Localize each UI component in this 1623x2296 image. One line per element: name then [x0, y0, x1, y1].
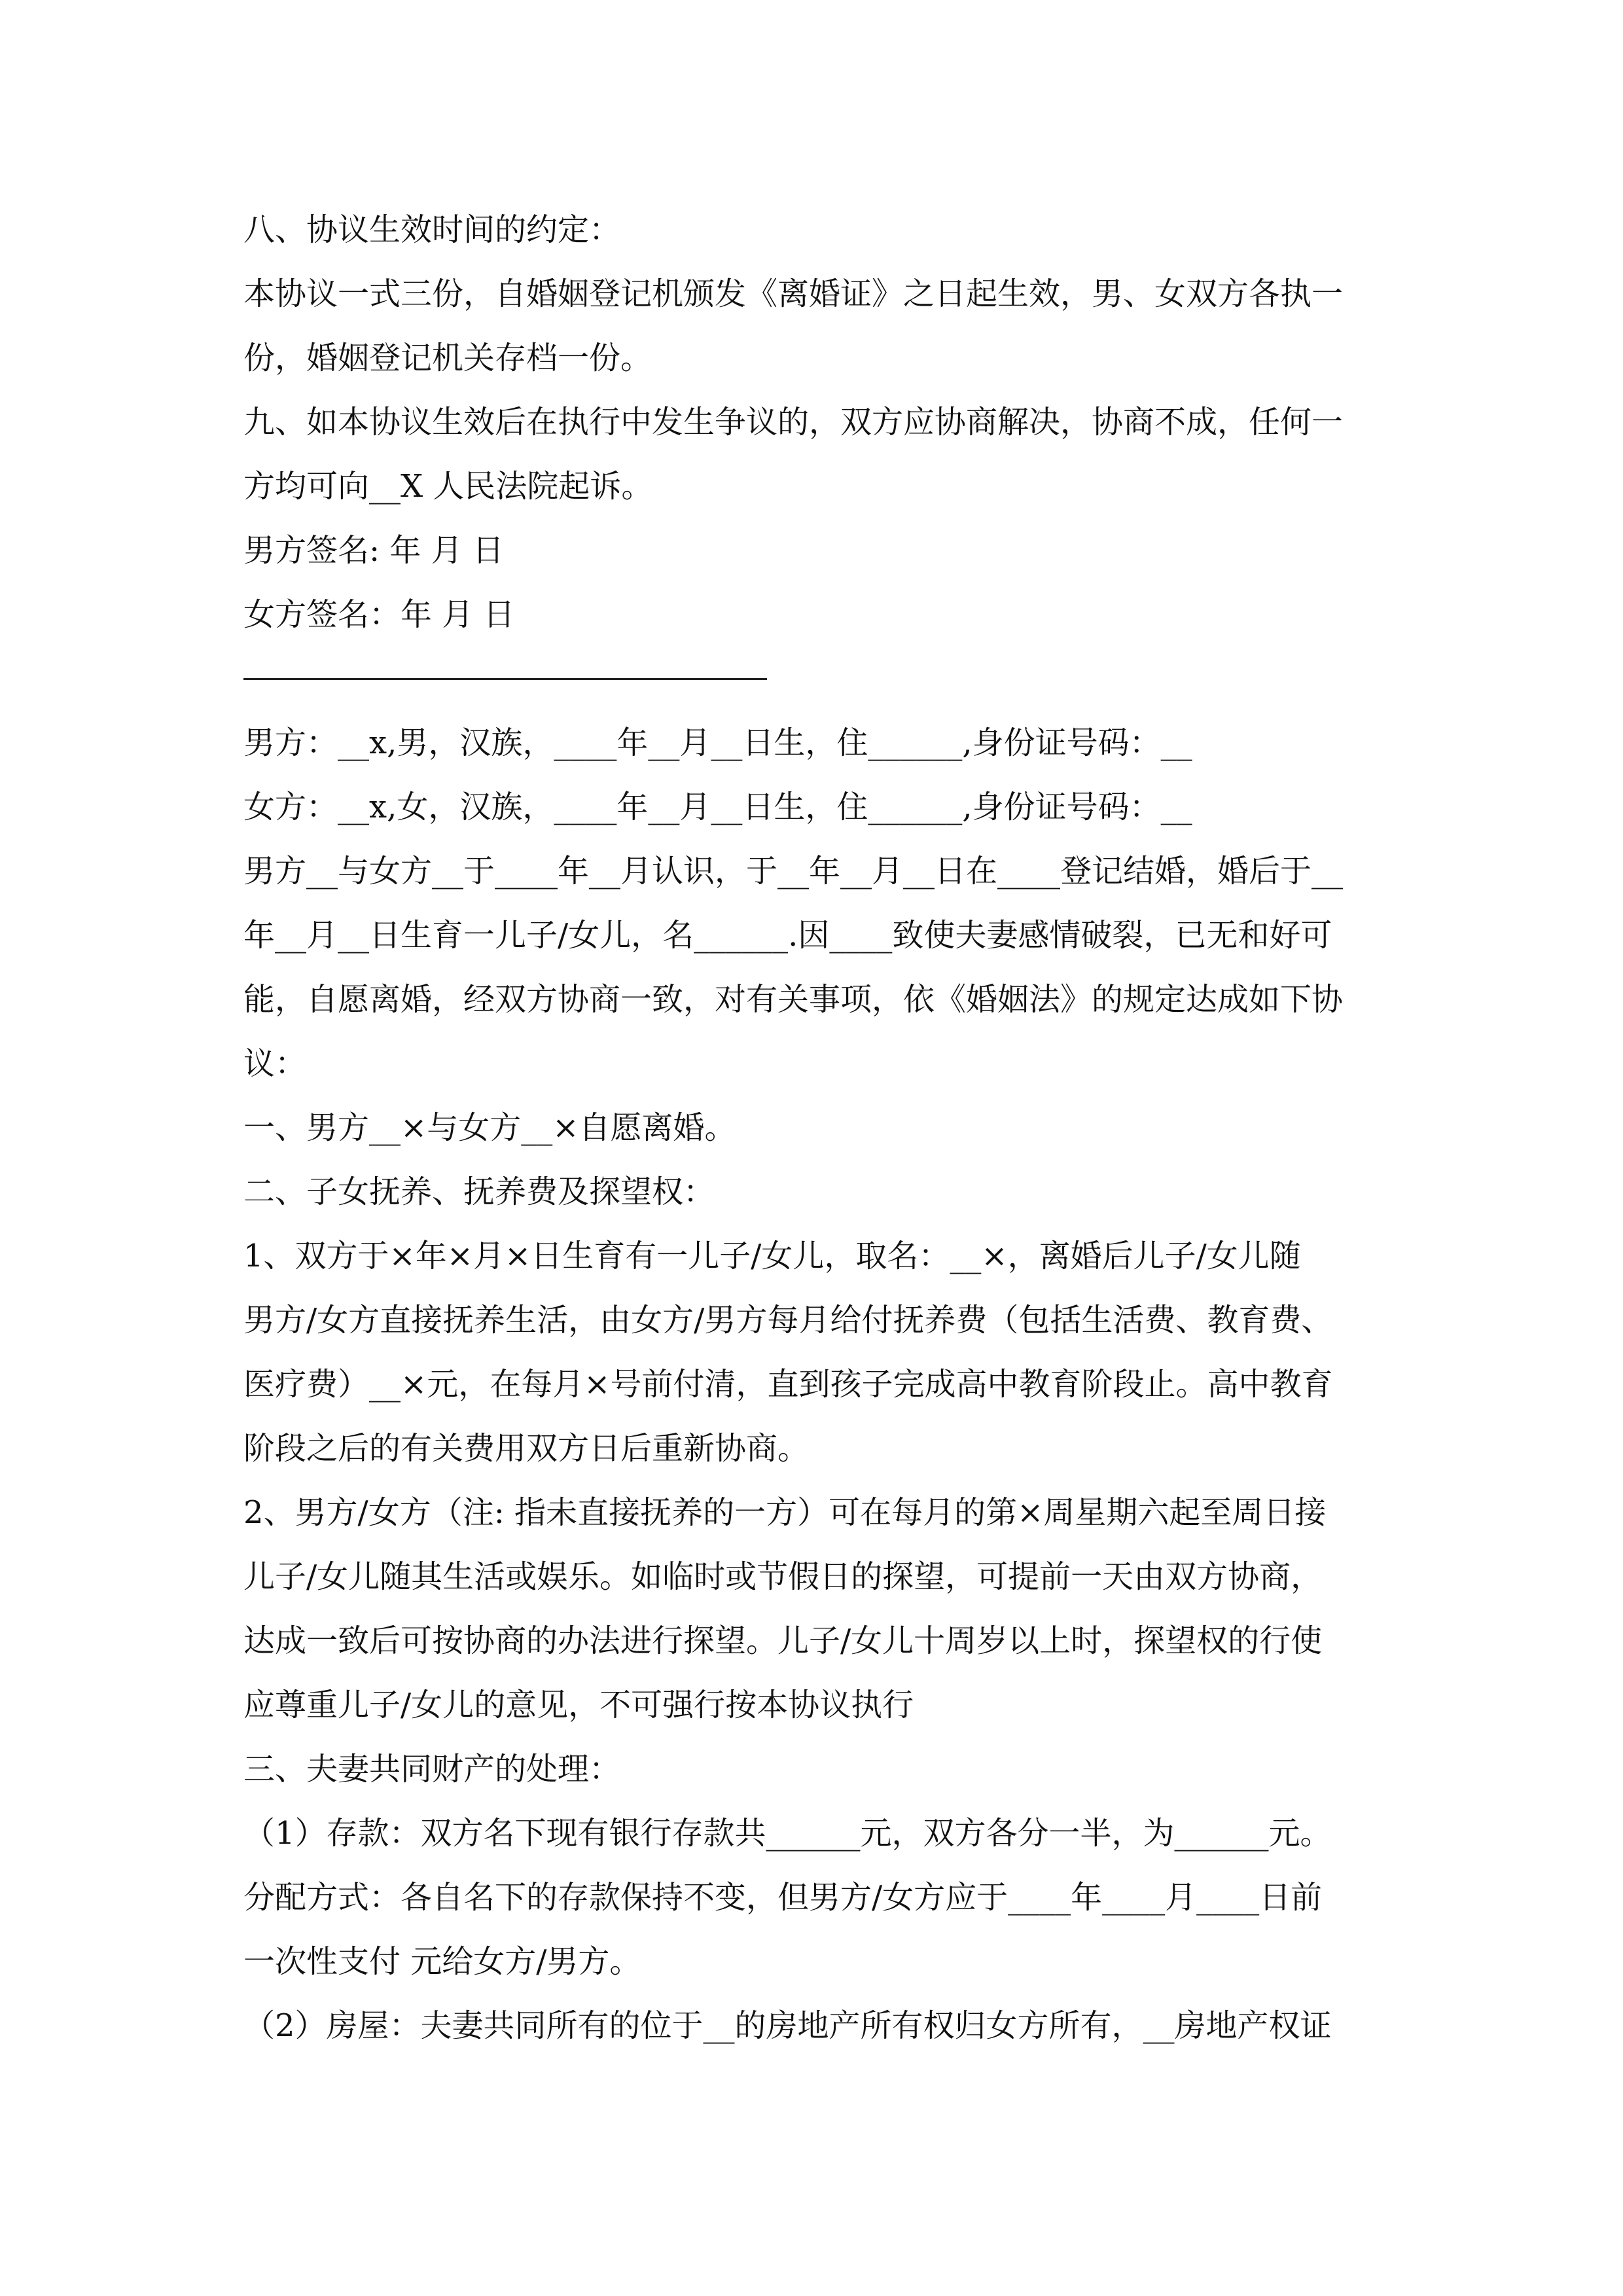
paragraph-line: 男方__与女方__于____年__月认识，于__年__月__日在____登记结婚，婚后于__ — [243, 853, 1344, 889]
male-signature-line: 男方签名: 年 月 日 — [243, 532, 504, 569]
paragraph-line: 1、双方于×年×月×日生育有一儿子/女儿，取名：__×，离婚后儿子/女儿随 — [243, 1238, 1301, 1274]
divider-rule — [243, 678, 767, 680]
paragraph-line: 达成一致后可按协商的办法进行探望。儿子/女儿十周岁以上时，探望权的行使 — [243, 1623, 1323, 1659]
document-body — [243, 198, 1395, 2058]
paragraph-line: 能，自愿离婚，经双方协商一致，对有关事项，依《婚姻法》的规定达成如下协 — [243, 981, 1344, 1018]
paragraph-line: 男方/女方直接抚养生活，由女方/男方每月给付抚养费（包括生活费、教育费、 — [243, 1302, 1333, 1338]
female-party-info: 女方：__x,女，汉族，____年__月__日生，住______,身份证号码：__ — [243, 789, 1192, 825]
section-divider — [243, 647, 1395, 711]
paragraph-line: 一次性支付 元给女方/男方。 — [243, 1943, 641, 1980]
paragraph-line: 儿子/女儿随其生活或娱乐。如临时或节假日的探望，可提前一天由双方协商， — [243, 1558, 1323, 1595]
paragraph-line: 2、男方/女方（注: 指未直接抚养的一方）可在每月的第×周星期六起至周日接 — [243, 1494, 1327, 1531]
paragraph-line: 年__月__日生育一儿子/女儿，名______.因____致使夫妻感情破裂，已无和好可 — [243, 917, 1332, 954]
article-three-heading: 三、夫妻共同财产的处理： — [243, 1751, 621, 1787]
paragraph-line: 议： — [243, 1045, 307, 1082]
article-one: 一、男方__×与女方__×自愿离婚。 — [243, 1109, 736, 1146]
paragraph-line: 阶段之后的有关费用双方日后重新协商。 — [243, 1430, 810, 1467]
paragraph-line: 方均可向__X 人民法院起诉。 — [243, 468, 653, 505]
male-party-info: 男方：__x,男，汉族，____年__月__日生，住______,身份证号码：__ — [243, 725, 1192, 761]
article-two-heading: 二、子女抚养、抚养费及探望权： — [243, 1174, 715, 1210]
paragraph-line: 本协议一式三份，自婚姻登记机颁发《离婚证》之日起生效，男、女双方各执一 — [243, 276, 1344, 312]
paragraph-line: （2）房屋：夫妻共同所有的位于__的房地产所有权归女方所有，__房地产权证 — [243, 2007, 1332, 2044]
paragraph-line: 份，婚姻登记机关存档一份。 — [243, 340, 652, 376]
paragraph-line: 应尊重儿子/女儿的意见，不可强行按本协议执行 — [243, 1687, 914, 1723]
paragraph-line: 医疗费）__×元，在每月×号前付清，直到孩子完成高中教育阶段止。高中教育 — [243, 1366, 1333, 1403]
paragraph-line: 分配方式：各自名下的存款保持不变，但男方/女方应于____年____月____日前 — [243, 1879, 1323, 1916]
paragraph-line: （1）存款：双方名下现有银行存款共______元，双方各分一半，为______元。 — [243, 1815, 1332, 1852]
section-heading-effective-date: 八、协议生效时间的约定： — [243, 211, 621, 248]
section-heading-dispute: 九、如本协议生效后在执行中发生争议的，双方应协商解决，协商不成，任何一 — [243, 404, 1344, 440]
female-signature-line: 女方签名：年 月 日 — [243, 596, 515, 633]
